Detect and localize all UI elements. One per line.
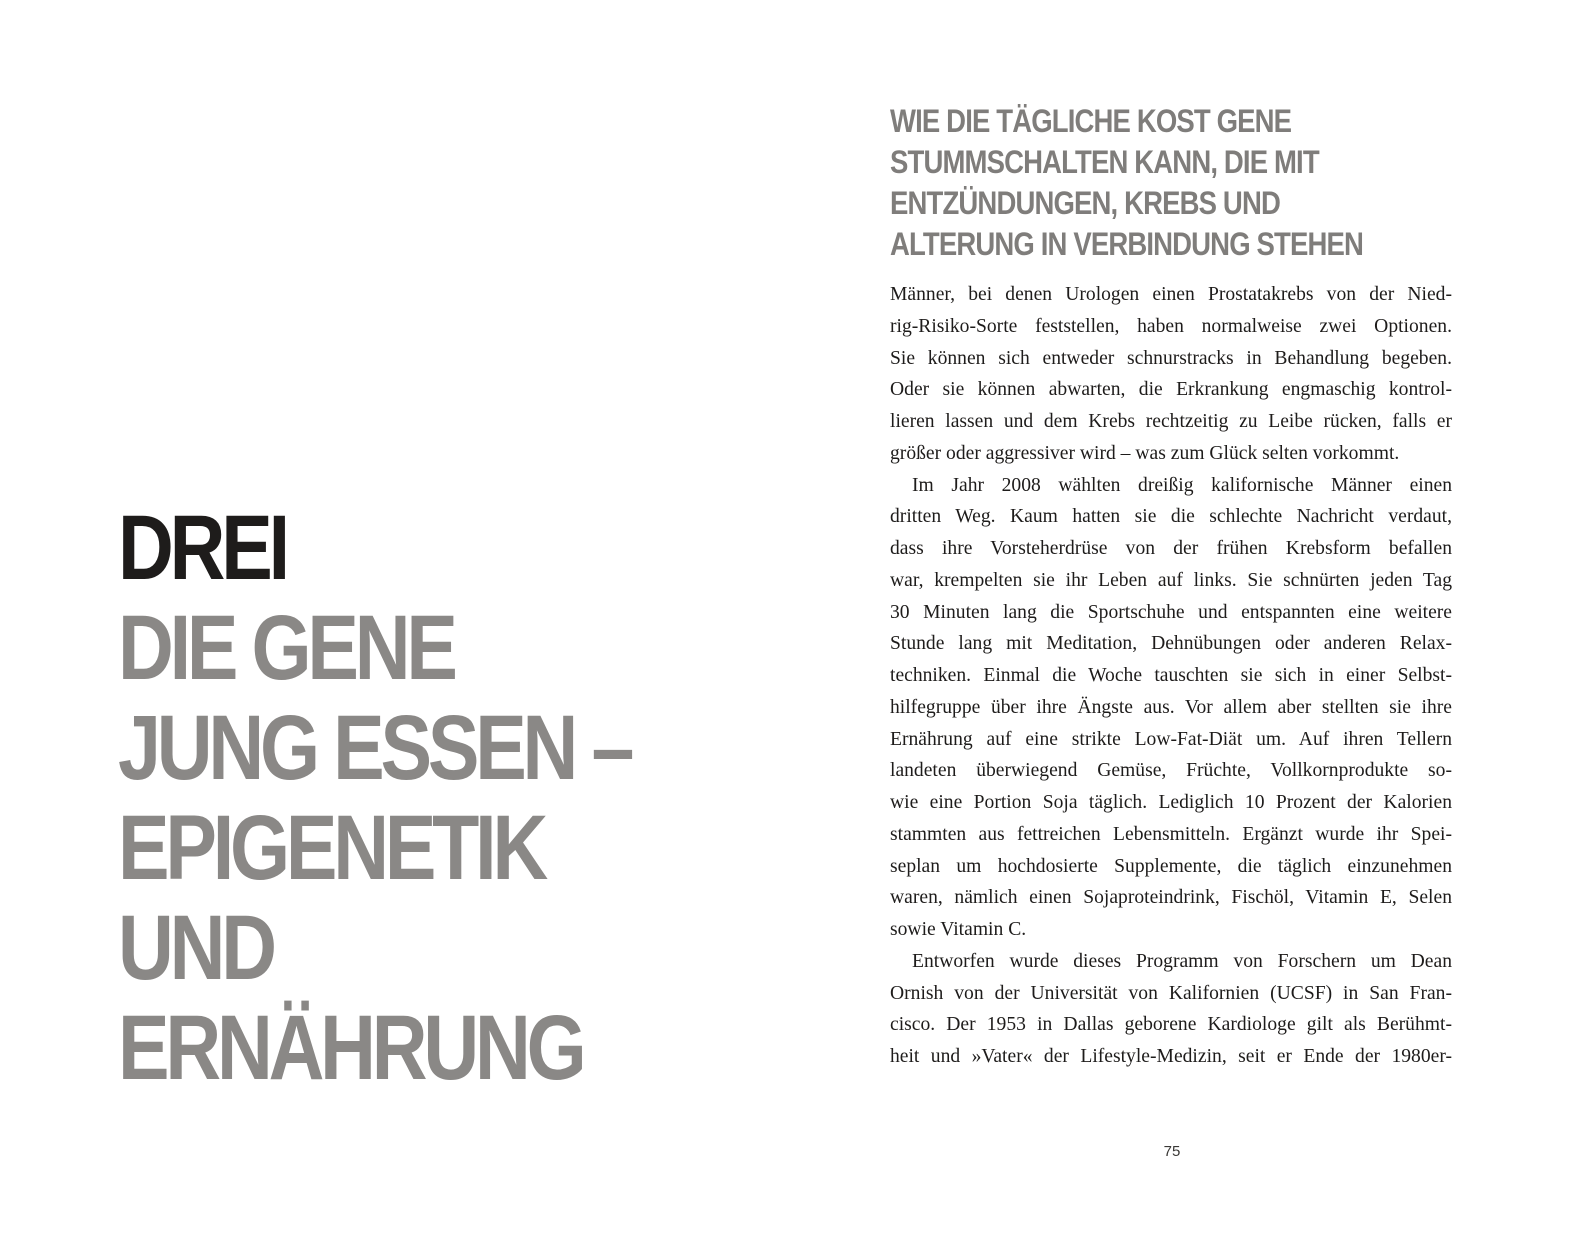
body-line: wie eine Portion Soja täglich. Lediglich 10 Prozent der Kalorien: [890, 792, 1452, 813]
body-line: techniken. Einmal die Woche tauschten sie sich in einer Selbst-: [890, 665, 1452, 686]
chapter-title-block: [118, 498, 630, 1098]
body-line: hilfegruppe über ihre Ängste aus. Vor allem aber stellten sie ihre: [890, 696, 1452, 718]
body-line: 30 Minuten lang die Sportschuhe und entspannten eine weitere: [890, 601, 1452, 623]
section-heading-line: STUMMSCHALTEN KANN, DIE MIT: [890, 144, 1319, 180]
section-heading: [890, 101, 1372, 265]
body-line: größer oder aggressiver wird – was zum Glück selten vorkommt.: [890, 442, 1400, 464]
body-line: Oder sie können abwarten, die Erkrankung engmaschig kontrol-: [890, 379, 1452, 401]
body-line: cisco. Der 1953 in Dallas geborene Kardiologe gilt als Berühmt-: [890, 1014, 1452, 1036]
body-line: sowie Vitamin C.: [890, 919, 1027, 940]
body-line: dritten Weg. Kaum hatten sie die schlechte Nachricht verdaut,: [890, 506, 1452, 528]
body-line: Entworfen wurde dieses Programm von Forschern um Dean: [912, 950, 1452, 972]
section-heading-line: ALTERUNG IN VERBINDUNG STEHEN: [890, 226, 1363, 262]
chapter-title-line: EPIGENETIK: [118, 797, 545, 899]
chapter-title-line: DIE GENE: [118, 597, 454, 699]
body-line: rig-Risiko-Sorte feststellen, haben normalweise zwei Optionen.: [890, 315, 1452, 337]
body-line: war, krempelten sie ihr Leben auf links. Sie schnürten jeden Tag: [890, 569, 1452, 591]
body-line: Männer, bei denen Urologen einen Prostatakrebs von der Nied-: [890, 284, 1452, 305]
body-line: Sie können sich entweder schnurstracks in Behandlung begeben.: [890, 347, 1452, 369]
body-line: landeten überwiegend Gemüse, Früchte, Vollkornprodukte so-: [890, 760, 1452, 782]
section-heading-line: WIE DIE TÄGLICHE KOST GENE: [890, 103, 1292, 139]
body-line: waren, nämlich einen Sojaproteindrink, Fischöl, Vitamin E, Selen: [890, 887, 1452, 909]
chapter-title-line: JUNG ESSEN –: [118, 697, 631, 799]
body-line: dass ihre Vorsteherdrüse von der frühen Krebsform befallen: [890, 538, 1452, 559]
body-line: Ernährung auf eine strikte Low-Fat-Diät um. Auf ihren Tellern: [890, 728, 1452, 750]
body-line: seplan um hochdosierte Supplemente, die täglich einzunehmen: [890, 855, 1452, 877]
body-line: stammten aus fettreichen Lebensmitteln. Ergänzt wurde ihr Spei-: [890, 823, 1452, 845]
body-line: Stunde lang mit Meditation, Dehnübungen oder anderen Relax-: [890, 633, 1452, 655]
body-line: heit und »Vater« der Lifestyle-Medizin, seit er Ende der 1980er-: [890, 1046, 1452, 1067]
chapter-number: DREI: [118, 497, 286, 599]
body-line: Im Jahr 2008 wählten dreißig kalifornische Männer einen: [912, 474, 1452, 496]
body-line: Ornish von der Universität von Kalifornien (UCSF) in San Fran-: [890, 982, 1452, 1004]
chapter-title-line: UND: [118, 897, 273, 999]
page-number: 75: [1163, 1143, 1181, 1160]
body-line: lieren lassen und dem Krebs rechtzeitig zu Leibe rücken, falls er: [890, 411, 1452, 432]
chapter-title-line: ERNÄHRUNG: [118, 997, 583, 1099]
section-heading-line: ENTZÜNDUNGEN, KREBS UND: [890, 185, 1280, 221]
body-text: [890, 279, 1452, 1073]
